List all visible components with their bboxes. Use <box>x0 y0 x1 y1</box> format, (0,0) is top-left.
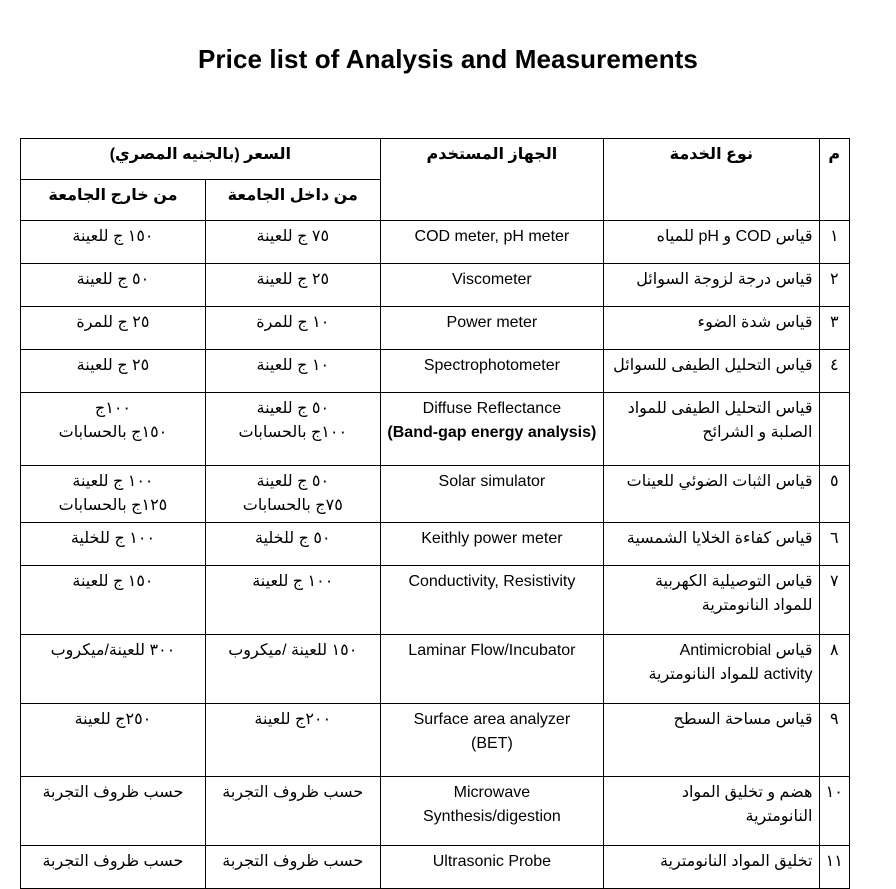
price-outside-cell-text: ١٠٠ج ١٥٠ج بالحسابات <box>58 400 168 441</box>
device-cell <box>380 566 604 635</box>
device-cell-text: Spectrophotometer <box>423 357 560 374</box>
number-cell-text: ٨ <box>829 642 839 659</box>
service-cell <box>604 466 819 523</box>
number-cell <box>819 777 850 846</box>
service-cell <box>604 350 819 393</box>
device-cell-text: Power meter <box>446 314 538 331</box>
device-cell <box>380 523 604 566</box>
price-inside-cell <box>205 635 380 704</box>
device-cell-text: COD meter, pH meter <box>414 228 570 245</box>
price-outside-cell <box>21 221 206 264</box>
price-outside-cell-text: حسب ظروف التجربة <box>42 853 184 870</box>
price-outside-cell <box>21 393 206 466</box>
price-outside-cell-text: حسب ظروف التجربة <box>42 784 184 801</box>
price-outside-header: من خارج الجامعة <box>21 180 206 221</box>
price-inside-cell-text: ١٠ ج للمرة <box>256 314 330 331</box>
device-cell <box>380 846 604 889</box>
number-cell-text: ٢ <box>829 271 839 288</box>
device-header: الجهاز المستخدم <box>380 139 604 221</box>
price-outside-cell <box>21 704 206 777</box>
device-cell-text: Keithly power meter <box>421 530 563 547</box>
table-row <box>21 566 850 635</box>
price-outside-cell <box>21 307 206 350</box>
price-outside-cell-text: ١٠٠ ج للعينة ١٢٥ج بالحسابات <box>58 473 168 514</box>
number-cell-text: ١ <box>829 228 839 245</box>
price-inside-cell-text: ٥٠ ج للعينة ٧٥ج بالحسابات <box>242 473 343 514</box>
price-inside-cell <box>205 777 380 846</box>
price-outside-cell <box>21 523 206 566</box>
device-cell <box>380 307 604 350</box>
service-cell-text: قياس درجة لزوجة السوائل <box>636 271 813 288</box>
price-outside-cell <box>21 635 206 704</box>
price-inside-cell-text: ٢٠٠ج للعينة <box>254 711 332 728</box>
header-row <box>21 139 850 180</box>
price-inside-cell <box>205 264 380 307</box>
device-cell <box>380 350 604 393</box>
price-inside-cell-text: ٥٠ ج للخلية <box>254 530 331 547</box>
table-row <box>21 307 850 350</box>
number-cell <box>819 393 850 466</box>
table-row <box>21 846 850 889</box>
service-cell-text: قياس شدة الضوء <box>697 314 813 331</box>
number-cell-text: ٩ <box>829 711 839 728</box>
price-outside-cell <box>21 264 206 307</box>
price-outside-cell <box>21 466 206 523</box>
price-inside-cell <box>205 523 380 566</box>
service-cell <box>604 307 819 350</box>
price-outside-cell-text: ٢٥ ج للمرة <box>76 314 150 331</box>
device-cell <box>380 466 604 523</box>
price-inside-header: من داخل الجامعة <box>205 180 380 221</box>
number-cell <box>819 350 850 393</box>
device-cell-text: Ultrasonic Probe <box>432 853 552 870</box>
service-cell <box>604 777 819 846</box>
number-cell <box>819 264 850 307</box>
service-cell-text: هضم و تخليق المواد النانومترية <box>681 784 813 825</box>
price-inside-cell-text: ١٠ ج للعينة <box>256 357 330 374</box>
number-cell <box>819 635 850 704</box>
number-cell-text: ٥ <box>829 473 839 490</box>
price-inside-cell <box>205 393 380 466</box>
service-cell-text: تخليق المواد النانومترية <box>659 853 813 870</box>
price-outside-cell <box>21 350 206 393</box>
number-cell <box>819 523 850 566</box>
service-cell <box>604 393 819 466</box>
price-outside-cell-text: ١٥٠ ج للعينة <box>72 228 154 245</box>
table-row <box>21 777 850 846</box>
price-outside-cell <box>21 566 206 635</box>
table-row <box>21 350 850 393</box>
service-cell <box>604 635 819 704</box>
device-cell-text: Laminar Flow/Incubator <box>408 642 576 659</box>
price-outside-cell-text: ١٠٠ ج للخلية <box>70 530 156 547</box>
service-cell-text: قياس التحليل الطيفى للسوائل <box>613 357 813 374</box>
number-cell-text: ٣ <box>829 314 839 331</box>
price-inside-cell-text: ١٥٠ للعينة /ميكروب <box>228 642 358 659</box>
device-cell-text: Viscometer <box>452 271 532 288</box>
table-row <box>21 264 850 307</box>
device-cell <box>380 777 604 846</box>
service-cell <box>604 523 819 566</box>
price-outside-cell-text: ٥٠ ج للعينة <box>76 271 150 288</box>
price-inside-cell-text: ١٠٠ ج للعينة <box>252 573 334 590</box>
service-cell-text: قياس التحليل الطيفى للمواد الصلبة و الشرائح <box>627 400 813 441</box>
price-inside-cell <box>205 350 380 393</box>
device-cell <box>380 393 604 466</box>
service-cell-text: قياس التوصيلية الكهربية للمواد النانومترية <box>654 573 813 614</box>
service-cell <box>604 221 819 264</box>
price-group-header: السعر (بالجنيه المصري) <box>21 139 381 180</box>
page-title: Price list of Analysis and Measurements <box>197 44 698 74</box>
table-row <box>21 221 850 264</box>
service-type-header: نوع الخدمة <box>604 139 819 221</box>
device-cell-subtext: (Band-gap energy analysis) <box>387 424 597 441</box>
table-row <box>21 635 850 704</box>
device-cell <box>380 635 604 704</box>
device-cell-text: Diffuse Reflectance <box>422 400 562 417</box>
number-cell <box>819 704 850 777</box>
device-cell <box>380 704 604 777</box>
number-cell-text: ١١ <box>825 853 843 870</box>
service-cell-text: قياس COD و pH للمياه <box>656 228 813 245</box>
number-cell <box>819 466 850 523</box>
price-inside-cell <box>205 221 380 264</box>
table-row <box>21 466 850 523</box>
number-cell-text: ١٠ <box>825 784 843 801</box>
service-cell <box>604 264 819 307</box>
price-inside-cell-text: حسب ظروف التجربة <box>222 784 364 801</box>
device-cell-text: Microwave Synthesis/digestion <box>422 784 561 825</box>
price-outside-cell-text: ٣٠٠ للعينة/ميكروب <box>50 642 176 659</box>
service-cell <box>604 704 819 777</box>
service-cell-text: قياس Antimicrobial activity للمواد النانومترية <box>648 642 813 683</box>
device-cell <box>380 264 604 307</box>
price-inside-cell <box>205 307 380 350</box>
price-inside-cell-text: ٢٥ ج للعينة <box>256 271 330 288</box>
number-cell <box>819 566 850 635</box>
device-cell <box>380 221 604 264</box>
price-inside-cell <box>205 704 380 777</box>
price-outside-cell-text: ٢٥٠ج للعينة <box>74 711 152 728</box>
service-cell <box>604 846 819 889</box>
price-outside-cell-text: ٢٥ ج للعينة <box>76 357 150 374</box>
price-outside-cell <box>21 846 206 889</box>
table-row <box>21 523 850 566</box>
price-inside-cell <box>205 466 380 523</box>
service-cell <box>604 566 819 635</box>
price-outside-cell-text: ١٥٠ ج للعينة <box>72 573 154 590</box>
service-cell-text: قياس الثبات الضوئي للعينات <box>626 473 813 490</box>
price-inside-cell <box>205 566 380 635</box>
price-table <box>20 138 850 889</box>
number-header: م <box>819 139 850 221</box>
service-cell-text: قياس مساحة السطح <box>673 711 813 728</box>
number-cell-text: ٧ <box>829 573 839 590</box>
device-cell-text: Conductivity, Resistivity <box>408 573 576 590</box>
device-cell-text: Solar simulator <box>438 473 546 490</box>
price-inside-cell-text: حسب ظروف التجربة <box>222 853 364 870</box>
table-row <box>21 704 850 777</box>
price-inside-cell-text: ٧٥ ج للعينة <box>256 228 330 245</box>
number-cell <box>819 846 850 889</box>
table-row <box>21 393 850 466</box>
price-inside-cell <box>205 846 380 889</box>
number-cell-text: ٦ <box>829 530 839 547</box>
number-cell <box>819 221 850 264</box>
service-cell-text: قياس كفاءة الخلايا الشمسية <box>626 530 813 547</box>
device-cell-text: Surface area analyzer (BET) <box>413 711 571 752</box>
number-cell <box>819 307 850 350</box>
number-cell-text: ٤ <box>829 357 839 374</box>
price-inside-cell-text: ٥٠ ج للعينة ١٠٠ج بالحسابات <box>238 400 348 441</box>
price-outside-cell <box>21 777 206 846</box>
